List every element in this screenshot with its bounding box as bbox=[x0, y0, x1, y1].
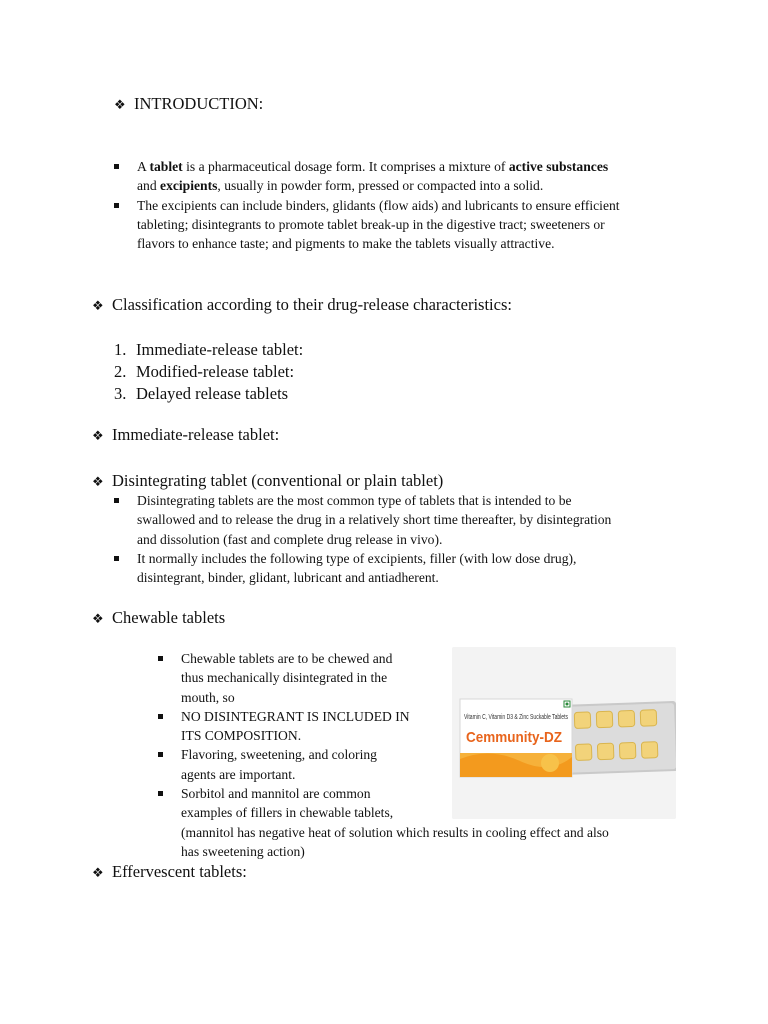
chewable-tablet-pack-illustration bbox=[452, 647, 676, 819]
diamond-bullet-icon: ❖ bbox=[92, 865, 104, 880]
effervescent-heading-row bbox=[92, 862, 247, 882]
intro-bullets bbox=[114, 157, 694, 253]
square-bullet-icon bbox=[158, 752, 163, 757]
diamond-bullet-icon: ❖ bbox=[92, 428, 104, 443]
square-bullet-icon bbox=[158, 714, 163, 719]
diamond-bullet-icon: ❖ bbox=[114, 97, 126, 112]
diamond-bullet-icon: ❖ bbox=[92, 611, 104, 626]
list-item: The excipients can include binders, glidants (flow aids) and lubricants to ensure efficient tableting; disintegrants to promote tablet break-up in the digestive tract; sweeteners or flavors to enhance taste; and pigments to make the tablets visually attractive. bbox=[114, 196, 694, 254]
square-bullet-icon bbox=[114, 164, 119, 169]
product-brand-name: Cemmunity-DZ bbox=[466, 729, 562, 746]
list-item: Chewable tablets are to be chewed and thus mechanically disintegrated in the mouth, so bbox=[158, 649, 448, 707]
intro-heading-row bbox=[114, 94, 263, 114]
list-item: 3. Delayed release tablets bbox=[114, 384, 289, 403]
square-bullet-icon bbox=[158, 791, 163, 796]
list-item: A tablet is a pharmaceutical dosage form. It comprises a mixture of active substances and excipients, usually in powder form, pressed or compacted into a solid. bbox=[114, 157, 694, 196]
product-box-subtitle: Vitamin C, Vitamin D3 & Zinc Suckable Tablets bbox=[464, 712, 569, 721]
diamond-bullet-icon: ❖ bbox=[92, 298, 104, 313]
classification-heading-row bbox=[92, 295, 512, 315]
blister-pack bbox=[560, 701, 676, 775]
square-bullet-icon bbox=[114, 556, 119, 561]
list-item: 1. Immediate-release tablet: bbox=[114, 340, 304, 359]
chewable-bullets bbox=[158, 649, 448, 823]
classification-list bbox=[114, 339, 303, 405]
list-item: Flavoring, sweetening, and coloring agents are important. bbox=[158, 745, 448, 784]
list-item: 2. Modified-release tablet: bbox=[114, 362, 295, 381]
list-item: Sorbitol and mannitol are common examples of fillers in chewable tablets, bbox=[158, 784, 448, 823]
disintegrating-heading-row bbox=[92, 471, 443, 491]
intro-heading: INTRODUCTION: bbox=[134, 94, 264, 113]
chewable-heading-row bbox=[92, 608, 225, 628]
classification-heading: Classification according to their drug-release characteristics: bbox=[112, 295, 512, 314]
disintegrating-heading: Disintegrating tablet (conventional or plain tablet) bbox=[112, 471, 444, 490]
square-bullet-icon bbox=[114, 498, 119, 503]
list-item: It normally includes the following type of excipients, filler (with low dose drug), disintegrant, binder, glidant, lubricant and antiadherent. bbox=[114, 549, 694, 588]
diamond-bullet-icon: ❖ bbox=[92, 474, 104, 489]
product-image bbox=[452, 647, 676, 819]
list-item: Disintegrating tablets are the most common type of tablets that is intended to be swallowed and to release the drug in a relatively short time thereafter, by disintegration and dissolution (fast and complete drug release in vivo). bbox=[114, 491, 694, 549]
disintegrating-bullets bbox=[114, 491, 694, 587]
list-item: NO DISINTEGRANT IS INCLUDED IN ITS COMPOSITION. bbox=[158, 707, 448, 746]
chewable-note: (mannitol has negative heat of solution which results in cooling effect and also has sweetening action) bbox=[181, 825, 609, 860]
effervescent-heading: Effervescent tablets: bbox=[112, 862, 247, 881]
chewable-heading: Chewable tablets bbox=[112, 608, 226, 627]
square-bullet-icon bbox=[158, 656, 163, 661]
immediate-heading-row bbox=[92, 425, 279, 445]
square-bullet-icon bbox=[114, 203, 119, 208]
immediate-heading: Immediate-release tablet: bbox=[112, 425, 280, 444]
